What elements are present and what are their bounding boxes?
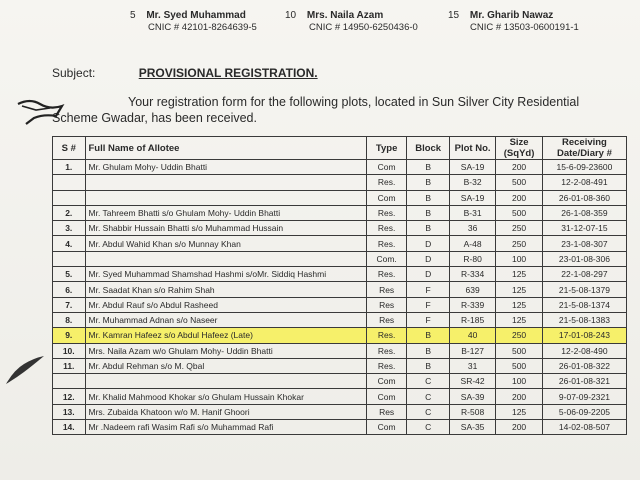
cell-sno: 1. — [53, 160, 86, 175]
cell-name: Mr. Tahreem Bhatti s/o Ghulam Mohy- Uddin Bhatti — [85, 205, 366, 220]
cnic-no: 5 — [130, 10, 136, 21]
cell-size: 125 — [496, 267, 543, 282]
cell-block: C — [407, 420, 450, 435]
cnic-name: Mr. Gharib Nawaz — [469, 10, 554, 21]
cell-type: Res. — [366, 343, 406, 358]
cell-size: 500 — [496, 175, 543, 190]
cell-size: 125 — [496, 282, 543, 297]
cell-block: B — [407, 221, 450, 236]
cell-size: 250 — [496, 236, 543, 251]
cell-sno: 11. — [53, 358, 86, 373]
cell-sno: 9. — [53, 328, 86, 343]
header-type: Type — [366, 137, 406, 160]
table-row — [53, 389, 627, 404]
cell-block: B — [407, 190, 450, 205]
cell-sno: 7. — [53, 297, 86, 312]
table-row — [53, 312, 627, 327]
subject-title: PROVISIONAL REGISTRATION. — [138, 66, 318, 80]
cell-plot: SA-39 — [449, 389, 495, 404]
subject-label: Subject: — [52, 66, 96, 80]
cell-name: Mr. Shabbir Hussain Bhatti s/o Muhammad Hussain — [85, 221, 366, 236]
cell-date: 21-5-08-1379 — [542, 282, 626, 297]
cell-size: 250 — [496, 328, 543, 343]
cell-sno: 4. — [53, 236, 86, 251]
cell-type: Res. — [366, 175, 406, 190]
cell-block: F — [407, 312, 450, 327]
cell-date: 23-01-08-306 — [542, 251, 626, 266]
cell-block: F — [407, 282, 450, 297]
cell-date: 21-5-08-1374 — [542, 297, 626, 312]
header-name: Full Name of Allotee — [85, 137, 366, 160]
cell-size: 125 — [496, 297, 543, 312]
cell-plot: 639 — [449, 282, 495, 297]
body-paragraph — [52, 94, 612, 126]
cell-sno: 3. — [53, 221, 86, 236]
cell-date: 31-12-07-15 — [542, 221, 626, 236]
cell-type: Res. — [366, 267, 406, 282]
cell-type: Res — [366, 312, 406, 327]
cell-plot: B-127 — [449, 343, 495, 358]
cell-block: B — [407, 328, 450, 343]
cell-sno: 14. — [53, 420, 86, 435]
cell-plot: 40 — [449, 328, 495, 343]
table-row — [53, 175, 627, 190]
cell-type: Com — [366, 389, 406, 404]
cell-plot: R-339 — [449, 297, 495, 312]
cell-block: B — [407, 160, 450, 175]
cell-size: 250 — [496, 221, 543, 236]
cell-sno — [53, 190, 86, 205]
table-row — [53, 328, 627, 343]
cell-date: 9-07-09-2321 — [542, 389, 626, 404]
cell-block: B — [407, 205, 450, 220]
cell-plot: R-334 — [449, 267, 495, 282]
table-row — [53, 343, 627, 358]
table-row — [53, 160, 627, 175]
pen-scribble-mark — [16, 96, 68, 128]
cell-type: Com — [366, 420, 406, 435]
table-row — [53, 282, 627, 297]
cell-type: Com — [366, 374, 406, 389]
cell-sno — [53, 175, 86, 190]
paragraph-text: Your registration form for the following plots, located in Sun Silver City Residential Scheme Gwadar, has been received. — [52, 95, 580, 125]
cnic-no: 10 — [285, 10, 297, 21]
cnic-entry-15 — [448, 10, 579, 34]
cnic-no: 15 — [448, 10, 460, 21]
cell-date: 15-6-09-23600 — [542, 160, 626, 175]
cell-name: Mr. Khalid Mahmood Khokar s/o Ghulam Hussain Khokar — [85, 389, 366, 404]
cell-size: 500 — [496, 205, 543, 220]
header-plot: Plot No. — [449, 137, 495, 160]
table-row — [53, 221, 627, 236]
cell-block: B — [407, 175, 450, 190]
cell-name: Mr. Syed Muhammad Shamshad Hashmi s/oMr. Siddiq Hashmi — [85, 267, 366, 282]
cell-date: 26-01-08-321 — [542, 374, 626, 389]
cell-size: 500 — [496, 343, 543, 358]
cell-plot: SA-19 — [449, 160, 495, 175]
cnic-entry-10 — [285, 10, 418, 34]
cell-type: Res — [366, 297, 406, 312]
cnic-number: CNIC # 14950-6250436-0 — [309, 22, 418, 33]
cell-type: Com. — [366, 251, 406, 266]
cell-name — [85, 374, 366, 389]
cell-date: 14-02-08-507 — [542, 420, 626, 435]
cell-size: 125 — [496, 404, 543, 419]
cnic-name: Mrs. Naila Azam — [306, 10, 384, 21]
cell-name: Mr. Muhammad Adnan s/o Naseer — [85, 312, 366, 327]
cnic-number: CNIC # 42101-8264639-5 — [148, 22, 257, 33]
cell-date: 22-1-08-297 — [542, 267, 626, 282]
cell-block: B — [407, 343, 450, 358]
pen-arrow-mark — [2, 352, 46, 388]
cell-date: 5-06-09-2205 — [542, 404, 626, 419]
subject-line — [52, 66, 318, 80]
cell-date: 23-1-08-307 — [542, 236, 626, 251]
cell-type: Res. — [366, 328, 406, 343]
cell-name: Mr. Ghulam Mohy- Uddin Bhatti — [85, 160, 366, 175]
table-row — [53, 205, 627, 220]
cell-type: Res. — [366, 205, 406, 220]
cell-sno: 10. — [53, 343, 86, 358]
cell-name — [85, 190, 366, 205]
plots-table — [52, 136, 627, 435]
cell-size: 100 — [496, 374, 543, 389]
table-row — [53, 190, 627, 205]
header-date: Receiving Date/Diary # — [542, 137, 626, 160]
cell-plot: 31 — [449, 358, 495, 373]
cell-size: 200 — [496, 420, 543, 435]
cnic-name: Mr. Syed Muhammad — [146, 10, 246, 21]
cnic-number: CNIC # 13503-0600191-1 — [470, 22, 579, 33]
cell-date: 12-2-08-491 — [542, 175, 626, 190]
cell-sno: 13. — [53, 404, 86, 419]
table-header-row — [53, 137, 627, 160]
cell-type: Res — [366, 282, 406, 297]
cell-size: 200 — [496, 389, 543, 404]
cell-sno — [53, 251, 86, 266]
cell-plot: SR-42 — [449, 374, 495, 389]
cell-name: Mr. Abdul Wahid Khan s/o Munnay Khan — [85, 236, 366, 251]
cell-plot: SA-35 — [449, 420, 495, 435]
table-row — [53, 251, 627, 266]
cell-date: 12-2-08-490 — [542, 343, 626, 358]
cell-name: Mrs. Naila Azam w/o Ghulam Mohy- Uddin Bhatti — [85, 343, 366, 358]
cell-type: Res. — [366, 236, 406, 251]
cell-name: Mr. Abdul Rehman s/o M. Qbal — [85, 358, 366, 373]
cell-block: D — [407, 236, 450, 251]
cell-block: D — [407, 267, 450, 282]
cell-size: 125 — [496, 312, 543, 327]
cell-name: Mr. Kamran Hafeez s/o Abdul Hafeez (Late) — [85, 328, 366, 343]
cell-plot: 36 — [449, 221, 495, 236]
table-row — [53, 420, 627, 435]
cell-plot: SA-19 — [449, 190, 495, 205]
header-sno: S # — [53, 137, 86, 160]
cell-block: C — [407, 404, 450, 419]
cell-block: F — [407, 297, 450, 312]
cell-name: Mr. Saadat Khan s/o Rahim Shah — [85, 282, 366, 297]
table-row — [53, 404, 627, 419]
cell-size: 100 — [496, 251, 543, 266]
cell-plot: B-32 — [449, 175, 495, 190]
cell-name: Mr .Nadeem rafi Wasim Rafi s/o Muhammad Rafi — [85, 420, 366, 435]
cell-sno: 6. — [53, 282, 86, 297]
cell-date: 26-01-08-360 — [542, 190, 626, 205]
cell-size: 500 — [496, 358, 543, 373]
cell-block: C — [407, 374, 450, 389]
table-row — [53, 236, 627, 251]
table-row — [53, 297, 627, 312]
cell-plot: R-508 — [449, 404, 495, 419]
cell-plot: A-48 — [449, 236, 495, 251]
cell-size: 200 — [496, 160, 543, 175]
table-row — [53, 267, 627, 282]
cell-type: Res. — [366, 221, 406, 236]
cell-type: Com — [366, 160, 406, 175]
cnic-entry-5 — [130, 10, 257, 34]
cell-sno: 12. — [53, 389, 86, 404]
cell-block: B — [407, 358, 450, 373]
table-row — [53, 374, 627, 389]
cell-sno: 2. — [53, 205, 86, 220]
cell-plot: R-80 — [449, 251, 495, 266]
cell-sno: 5. — [53, 267, 86, 282]
cell-date: 26-1-08-359 — [542, 205, 626, 220]
cell-plot: R-185 — [449, 312, 495, 327]
cell-name: Mr. Abdul Rauf s/o Abdul Rasheed — [85, 297, 366, 312]
cell-type: Res — [366, 404, 406, 419]
header-block: Block — [407, 137, 450, 160]
cell-name: Mrs. Zubaida Khatoon w/o M. Hanif Ghoori — [85, 404, 366, 419]
cell-sno: 8. — [53, 312, 86, 327]
cell-type: Res. — [366, 358, 406, 373]
header-size: Size (SqYd) — [496, 137, 543, 160]
cell-date: 17-01-08-243 — [542, 328, 626, 343]
cell-date: 21-5-08-1383 — [542, 312, 626, 327]
cell-plot: B-31 — [449, 205, 495, 220]
cell-block: D — [407, 251, 450, 266]
cell-name — [85, 251, 366, 266]
table-row — [53, 358, 627, 373]
cell-date: 26-01-08-322 — [542, 358, 626, 373]
cell-name — [85, 175, 366, 190]
cell-type: Com — [366, 190, 406, 205]
cell-sno — [53, 374, 86, 389]
cell-block: C — [407, 389, 450, 404]
cell-size: 200 — [496, 190, 543, 205]
